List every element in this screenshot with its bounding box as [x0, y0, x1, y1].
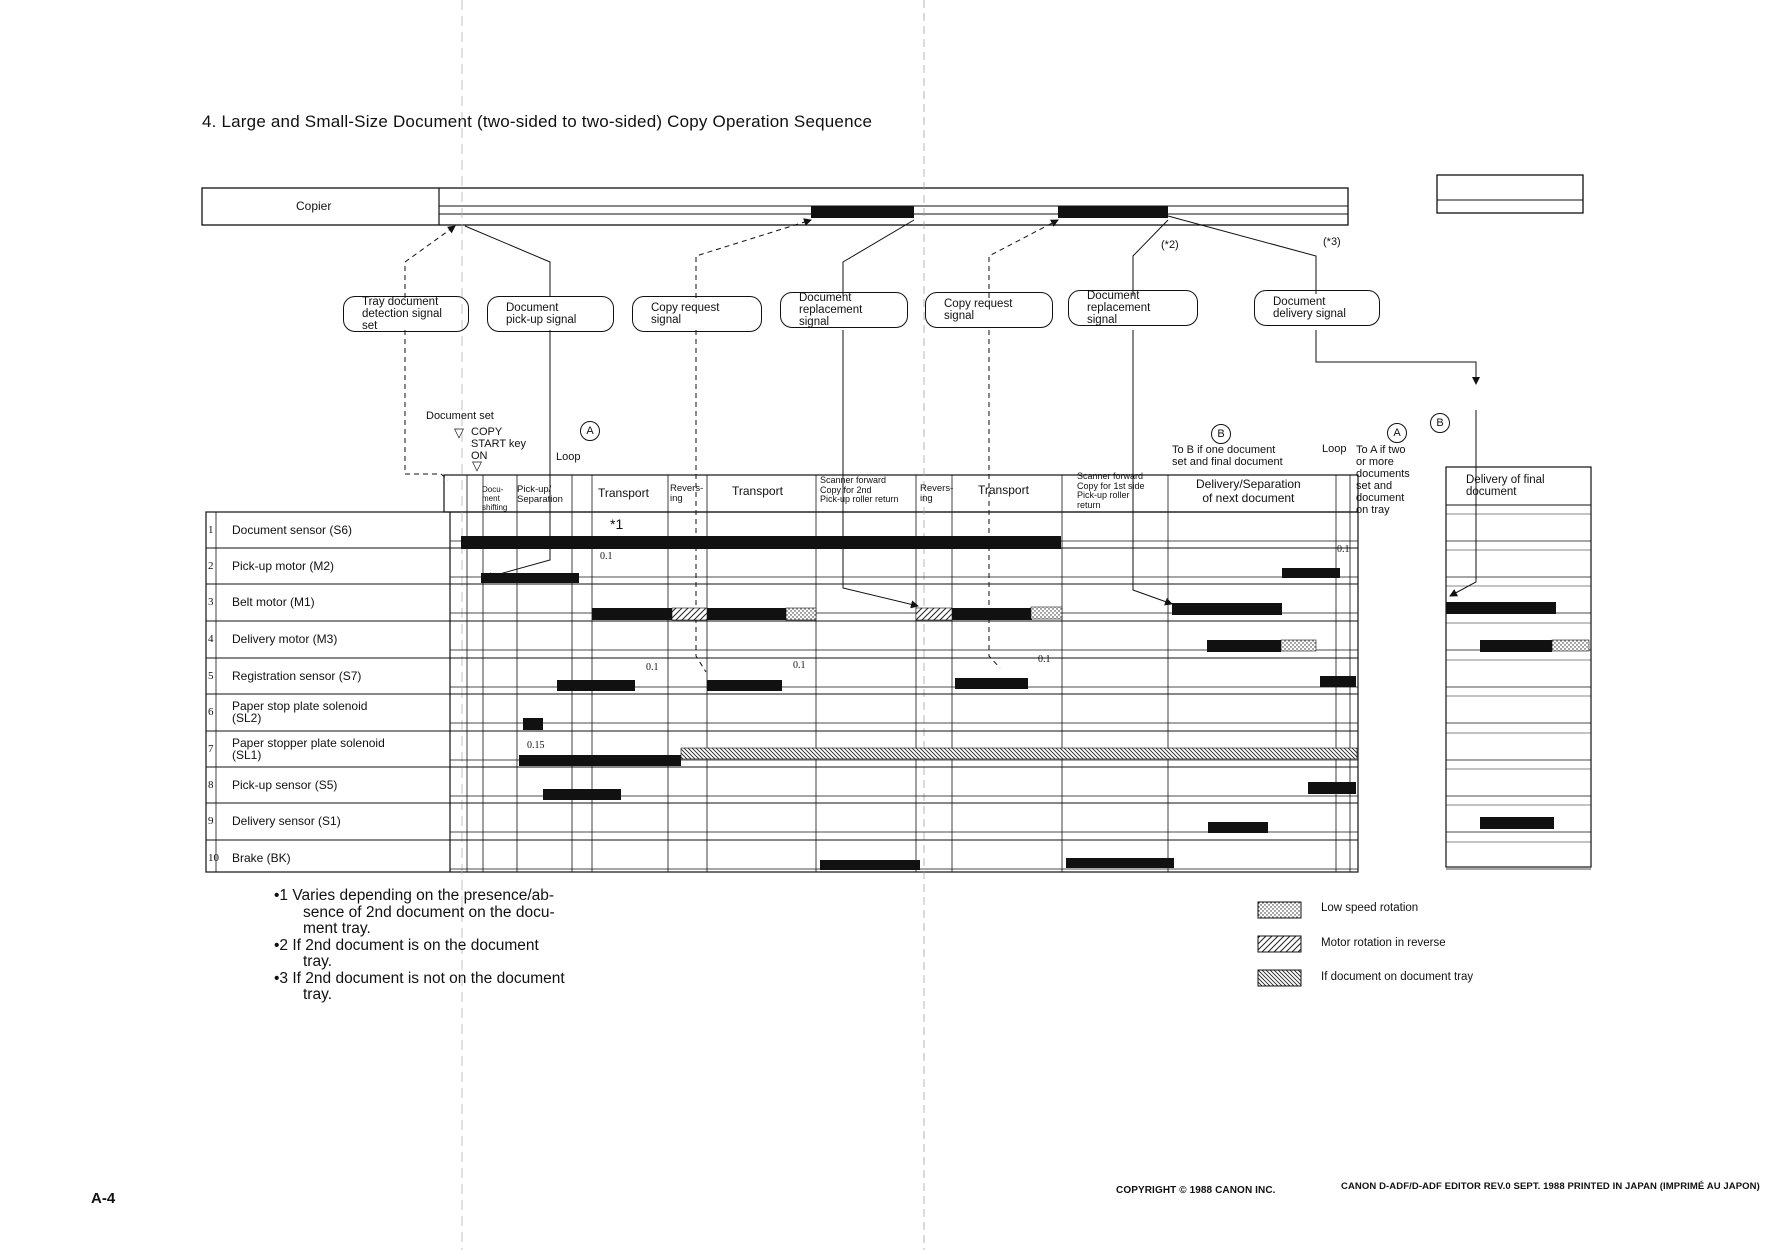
timing-pattern-bar [916, 608, 952, 620]
signal-delivery: Document delivery signal [1254, 290, 1380, 326]
circle-b-marker: B [1430, 413, 1450, 433]
timing-on-bar [1282, 568, 1340, 578]
circle-a-marker: A [1387, 423, 1407, 443]
timing-on-bar [1208, 822, 1268, 833]
timing-pattern-bar [1281, 640, 1316, 651]
triangle-marker-icon: ▽ [454, 425, 464, 440]
copy-start-label: COPY START key ON [471, 426, 527, 462]
timing-on-bar [461, 536, 1061, 549]
timing-on-bar [1446, 602, 1556, 614]
row-label: Pick-up motor (M2) [232, 559, 335, 573]
timing-on-bar [481, 573, 579, 583]
time-label: 0.1 [646, 662, 659, 673]
col-scanner-1st: Scanner forward Copy for 1st side Pick-up roller return [1077, 471, 1145, 510]
copyright: COPYRIGHT © 1988 CANON INC. [1116, 1185, 1276, 1196]
row-number: 8 [208, 779, 214, 791]
loop-label-2: Loop [1322, 443, 1347, 455]
timing-on-bar [1480, 817, 1554, 829]
timing-on-bar [523, 718, 543, 730]
row-number: 1 [208, 524, 214, 536]
timing-on-bar [557, 680, 635, 691]
row-number: 5 [208, 670, 214, 682]
timing-on-bar [955, 678, 1028, 689]
circle-a-marker: A [580, 421, 600, 441]
to-a-note: To A if two or more documents set and document on tray [1356, 444, 1410, 516]
row-number: 7 [208, 743, 214, 755]
col-doc-shifting: Docu- ment shifting [482, 485, 508, 512]
row-label: Delivery motor (M3) [232, 632, 338, 646]
signal-copy-request-2: Copy request signal [925, 292, 1053, 328]
timing-pattern-bar [681, 748, 1357, 759]
page-title: 4. Large and Small-Size Document (two-sided to two-sided) Copy Operation Sequence [202, 112, 873, 131]
timing-on-bar [1066, 858, 1174, 868]
time-label: 0.1 [1038, 654, 1051, 665]
triangle-marker-icon: ▽ [472, 458, 482, 473]
document-set-label: Document set [426, 410, 494, 422]
col-reversing: Revers- ing [670, 483, 704, 504]
footnotes: •1 Varies depending on the presence/ab- sence of 2nd document on the docu- ment tray. •2 If 2nd document is on the document tray. •3 If 2nd document is not on the document tray. [274, 887, 565, 1003]
time-label: 0.15 [527, 740, 545, 751]
marker-star2: (*2) [1161, 239, 1179, 251]
col-reversing: Revers- ing [920, 483, 954, 504]
timing-on-bar [1207, 640, 1281, 652]
timing-on-bar [1308, 782, 1356, 794]
col-delivery-separation: Delivery/Separation of next document [1196, 477, 1301, 505]
timing-on-bar [707, 608, 787, 620]
row-label: Brake (BK) [232, 851, 291, 865]
timing-on-bar [952, 608, 1032, 620]
col-transport: Transport [978, 483, 1029, 497]
footnote-3: •3 If 2nd document is not on the document [274, 969, 565, 987]
row-label: Pick-up sensor (S5) [232, 778, 338, 792]
row-number: 4 [208, 633, 214, 645]
time-label: 0.1 [793, 660, 806, 671]
signal-replacement-1: Document replacement signal [780, 292, 908, 328]
col-pickup-separation: Pick-up/ Separation [517, 484, 563, 505]
row-number: 6 [208, 706, 214, 718]
timing-pattern-bar [1552, 640, 1589, 651]
footnote-2: •2 If 2nd document is on the document [274, 936, 539, 954]
timing-on-bar [1172, 603, 1282, 615]
timing-on-bar [820, 860, 920, 870]
signal-replacement-2: Document replacement signal [1068, 290, 1198, 326]
copier-label: Copier [296, 199, 332, 213]
legend-doc-on-tray: If document on document tray [1321, 971, 1474, 983]
row-number: 2 [208, 560, 214, 572]
timing-on-bar [1480, 640, 1552, 652]
row-number: 10 [208, 852, 219, 864]
star1-marker: *1 [610, 516, 624, 532]
row-number: 9 [208, 815, 214, 827]
footnote-1: •1 Varies depending on the presence/ab- [274, 887, 555, 904]
row-label: Registration sensor (S7) [232, 669, 362, 683]
timing-on-bar [1320, 676, 1356, 687]
col-transport: Transport [598, 486, 649, 500]
row-label: Belt motor (M1) [232, 595, 315, 609]
loop-label: Loop [556, 451, 581, 463]
timing-on-bar [815, 536, 826, 549]
imprint: CANON D-ADF/D-ADF EDITOR REV.0 SEPT. 1988 PRINTED IN JAPAN (IMPRIMÉ AU JAPON) [1341, 1181, 1760, 1192]
time-label: 0.1 [1337, 544, 1350, 555]
legend-low-speed: Low speed rotation [1321, 902, 1419, 914]
col-scanner-2nd: Scanner forward Copy for 2nd Pick-up roller return [820, 475, 899, 504]
timing-pattern-bar [1031, 607, 1062, 619]
time-label: 0.1 [600, 551, 613, 562]
timing-on-bar [543, 789, 621, 800]
timing-pattern-bar [786, 608, 816, 620]
page-number: A-4 [91, 1190, 116, 1207]
col-delivery-final: Delivery of final document [1466, 474, 1545, 498]
signal-copy-request-1: Copy request signal [632, 296, 762, 332]
timing-on-bar [592, 608, 672, 620]
timing-on-bar [707, 680, 782, 691]
signal-tray-detection: Tray document detection signal set [343, 296, 469, 332]
legend-reverse: Motor rotation in reverse [1321, 937, 1446, 949]
timing-on-bar [519, 755, 681, 766]
signal-pickup: Document pick-up signal [487, 296, 614, 332]
row-label: Delivery sensor (S1) [232, 814, 341, 828]
to-b-note: To B if one document set and final document [1172, 444, 1283, 468]
col-transport: Transport [732, 484, 783, 498]
timing-pattern-bar [672, 608, 707, 620]
row-number: 3 [208, 596, 214, 608]
row-label: Paper stop plate solenoid (SL2) [232, 699, 368, 725]
row-label: Document sensor (S6) [232, 523, 353, 537]
circle-b-marker: B [1211, 424, 1231, 444]
marker-star3: (*3) [1323, 236, 1341, 248]
row-label: Paper stopper plate solenoid (SL1) [232, 736, 385, 762]
